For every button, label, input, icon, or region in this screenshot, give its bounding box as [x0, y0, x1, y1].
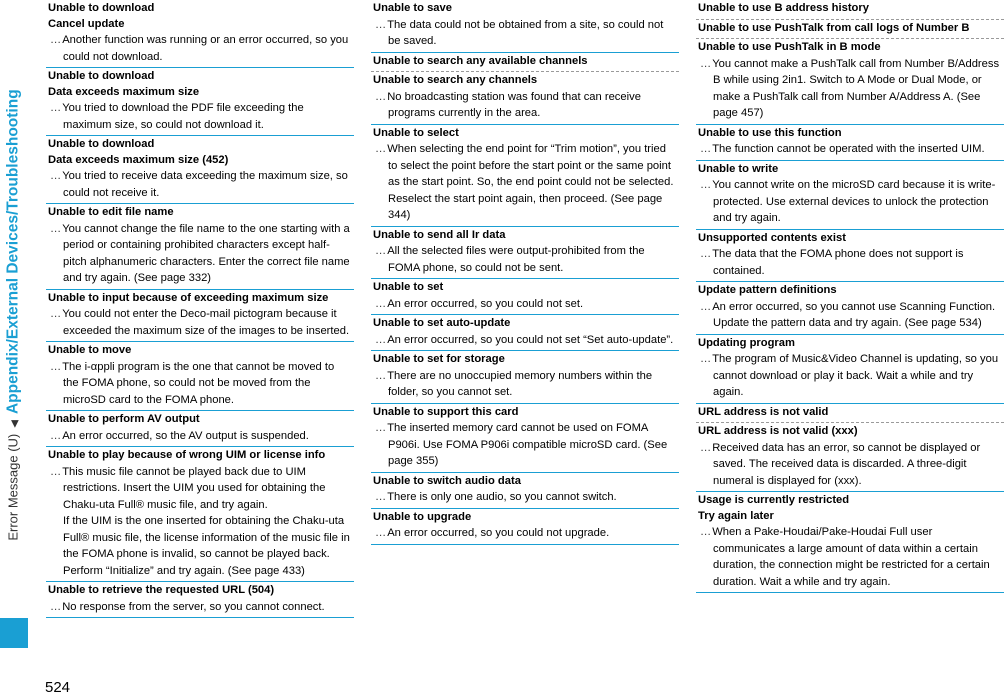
error-entry — [371, 405, 679, 473]
error-message-title: Unable to search any available channels — [373, 54, 588, 67]
ellipsis-icon: … — [50, 600, 61, 613]
error-message-title: Unable to set auto-update — [373, 317, 511, 329]
error-description — [373, 420, 677, 470]
error-description — [48, 359, 352, 409]
ellipsis-icon: … — [700, 179, 711, 191]
error-entry — [371, 54, 679, 73]
error-description — [48, 599, 352, 616]
ellipsis-icon: … — [50, 222, 61, 235]
error-message-title: Unable to download — [48, 70, 155, 82]
error-entry — [46, 448, 354, 582]
ellipsis-icon: … — [700, 248, 711, 260]
description-text: You tried to receive data exceeding the maximum size, so could not receive it. — [62, 170, 348, 199]
ellipsis-icon: … — [50, 465, 61, 478]
description-text: If the UIM is the one inserted for obtaining the Chaku-uta Full® music file, the license information of the music file in the FOMA phone is invalid, so cannot be played back. Perform “Initialize” and try again. (See page 433) — [63, 515, 350, 577]
description-text: All the selected files were output-prohibited from the FOMA phone, so could not be sent. — [387, 245, 645, 274]
ellipsis-icon: … — [375, 297, 386, 310]
error-message-title: Data exceeds maximum size — [48, 85, 200, 98]
error-entry — [696, 162, 1004, 230]
ellipsis-icon: … — [375, 143, 386, 155]
error-description — [373, 141, 677, 224]
section-subtitle: Error Message (U) — [6, 433, 21, 541]
description-text: The program of Music&Video Channel is updating, so you cannot download or play it back. Wait a while and try again. — [712, 353, 999, 398]
error-message-title: Try again later — [698, 509, 774, 522]
column-2 — [371, 0, 679, 545]
error-entry — [46, 205, 354, 290]
section-title: Appendix/External Devices/Troubleshooting — [5, 89, 22, 415]
error-description — [698, 141, 1002, 158]
ellipsis-icon: … — [50, 34, 61, 46]
ellipsis-icon: … — [50, 170, 61, 182]
error-description — [698, 56, 1002, 122]
ellipsis-icon: … — [700, 353, 711, 365]
description-text: You cannot write on the microSD card because it is write-protected. Use external devices to unlock the protection and try again. — [712, 179, 996, 224]
ellipsis-icon: … — [375, 422, 386, 434]
error-message-title: Usage is currently restricted — [698, 494, 850, 506]
error-entry — [46, 343, 354, 411]
ellipsis-icon: … — [700, 526, 711, 538]
ellipsis-icon: … — [50, 429, 61, 442]
ellipsis-icon: … — [375, 527, 386, 539]
error-message-title: Unable to select — [373, 126, 459, 139]
error-description — [373, 525, 677, 542]
error-description — [373, 243, 677, 276]
description-text: This music file cannot be played back due to UIM restrictions. Insert the UIM you used for obtaining the Chaku-uta Full® music file, and try again. — [62, 465, 326, 511]
error-description — [698, 246, 1002, 279]
error-description — [48, 428, 352, 445]
ellipsis-icon: … — [375, 491, 386, 503]
error-description — [48, 100, 352, 133]
ellipsis-icon: … — [50, 102, 61, 114]
description-text: You cannot change the file name to the one starting with a period or containing prohibited characters except half-pitch alphanumeric characters. Enter the correct file name and try again. (See page 332) — [62, 222, 350, 284]
error-message-title: Unable to write — [698, 162, 779, 175]
error-description — [698, 524, 1002, 590]
error-description — [48, 221, 352, 287]
error-description — [698, 177, 1002, 227]
description-text: Another function was running or an error occurred, so you could not download. — [62, 34, 349, 63]
description-text: An error occurred, so the AV output is suspended. — [62, 429, 309, 442]
error-entry — [371, 352, 679, 404]
description-text: You tried to download the PDF file exceeding the maximum size, so could not download it. — [62, 102, 304, 131]
error-message-title: Unable to move — [48, 344, 132, 356]
description-text: The function cannot be operated with the inserted UIM. — [712, 143, 985, 155]
side-label — [0, 0, 28, 630]
error-entry — [696, 21, 1004, 40]
description-text: The i-αppli program is the one that cannot be moved to the FOMA phone, so could not be moved from the microSD card to the FOMA phone. — [62, 360, 335, 406]
error-entry — [46, 412, 354, 447]
error-description — [48, 464, 352, 514]
column-1 — [46, 0, 354, 618]
error-entry — [696, 405, 1004, 424]
description-text: When a Pake-Houdai/Pake-Houdai Full user communicates a large amount of data within a certain duration, the connection might be restricted for a certain duration. Wait a while and try again. — [712, 526, 990, 588]
error-entry — [46, 137, 354, 204]
description-text: The data could not be obtained from a site, so could not be saved. — [387, 18, 664, 47]
page-number: 524 — [45, 679, 71, 696]
ellipsis-icon: … — [375, 369, 386, 382]
error-message-title: Unable to download — [48, 138, 155, 150]
ellipsis-icon: … — [375, 90, 386, 103]
error-entry — [696, 336, 1004, 404]
error-entry — [46, 1, 354, 68]
error-message-title: Unable to upgrade — [373, 510, 472, 523]
error-entry — [696, 40, 1004, 125]
error-entry — [371, 280, 679, 315]
error-message-title: Unable to use B address history — [698, 2, 869, 14]
description-text: You could not enter the Deco-mail pictogram because it exceeded the maximum size of the images to be inserted. — [62, 308, 350, 337]
error-message-title: Update pattern definitions — [698, 284, 837, 296]
error-entry — [371, 73, 679, 125]
ellipsis-icon: … — [375, 18, 386, 31]
error-entry — [371, 510, 679, 545]
error-description — [373, 368, 677, 401]
error-entry — [371, 316, 679, 351]
error-message-title: URL address is not valid — [698, 405, 829, 418]
error-message-title: Unable to input because of exceeding maximum size — [48, 291, 329, 304]
error-description — [698, 351, 1002, 401]
error-entry — [46, 69, 354, 136]
description-text: When selecting the end point for “Trim motion”, you tried to select the point before the start point or the same point as the start point. So, the end point could not be selected. Reselect the start point again, then proceed. (See page 344) — [387, 143, 674, 221]
description-text: There is only one audio, so you cannot switch. — [387, 491, 617, 503]
error-message-title: Unable to download — [48, 2, 155, 14]
description-text: An error occurred, so you could not set. — [387, 297, 584, 310]
arrow-icon: ◀ — [10, 420, 21, 428]
error-description — [698, 440, 1002, 490]
error-description — [373, 489, 677, 506]
ellipsis-icon: … — [50, 308, 61, 320]
error-entry — [696, 424, 1004, 492]
error-entry — [46, 583, 354, 618]
error-entry — [696, 283, 1004, 335]
error-message-title: Unable to switch audio data — [373, 474, 521, 487]
error-message-title: Unable to play because of wrong UIM or license info — [48, 449, 326, 461]
error-description — [373, 332, 677, 349]
error-description — [48, 32, 352, 65]
error-message-title: Unable to use PushTalk in B mode — [698, 41, 881, 53]
ellipsis-icon: … — [50, 360, 61, 373]
error-message-title: Data exceeds maximum size (452) — [48, 153, 229, 166]
ellipsis-icon: … — [700, 300, 711, 313]
error-message-title: Cancel update — [48, 17, 125, 30]
error-message-title: Unable to set — [373, 281, 444, 293]
description-text: An error occurred, so you could not upgrade. — [387, 527, 610, 539]
description-text: The data that the FOMA phone does not support is contained. — [712, 248, 964, 277]
description-text: No broadcasting station was found that can receive programs currently in the area. — [387, 90, 641, 119]
ellipsis-icon: … — [375, 245, 386, 257]
error-description — [48, 306, 352, 339]
ellipsis-icon: … — [700, 441, 711, 454]
error-message-title: Unable to search any channels — [373, 74, 538, 86]
error-entry — [371, 474, 679, 509]
error-message-title: Unable to support this card — [373, 405, 519, 418]
error-description — [698, 299, 1002, 332]
ellipsis-icon: … — [700, 143, 711, 155]
error-message-title: Unable to send all Ir data — [373, 228, 506, 241]
error-entry — [371, 228, 679, 280]
error-entry — [46, 291, 354, 343]
error-message-title: Unable to perform AV output — [48, 413, 200, 425]
description-text: Received data has an error, so cannot be displayed or saved. The received data is discarded. A three-digit numeral is displayed for (xxx). — [712, 441, 981, 487]
description-text: An error occurred, so you cannot use Scanning Function. Update the pattern data and try again. (See page 534) — [712, 300, 996, 329]
ellipsis-icon: … — [375, 333, 386, 346]
error-message-title: Unsupported contents exist — [698, 231, 846, 244]
error-message-title: Unable to use PushTalk from call logs of Number B — [698, 21, 970, 34]
error-message-title: Unable to retrieve the requested URL (504) — [48, 584, 275, 596]
description-text: The inserted memory card cannot be used on FOMA P906i. Use FOMA P906i compatible microSD card. (See page 355) — [387, 422, 668, 467]
error-message-title: Unable to set for storage — [373, 353, 505, 365]
error-description — [373, 296, 677, 313]
error-message-title: URL address is not valid (xxx) — [698, 425, 858, 437]
error-message-title: Updating program — [698, 336, 795, 349]
ellipsis-icon: … — [700, 57, 711, 70]
description-text: An error occurred, so you could not set “Set auto-update”. — [387, 333, 674, 346]
description-text: You cannot make a PushTalk call from Number B/Address B while using 2in1. Switch to A Mode or Dual Mode, or make a PushTalk call from Number A/Address A. (See page 457) — [712, 57, 1000, 119]
section-tab-marker — [0, 618, 28, 648]
column-3 — [696, 0, 1004, 593]
error-description — [48, 168, 352, 201]
error-entry — [696, 1, 1004, 20]
description-text: No response from the server, so you cannot connect. — [62, 600, 325, 613]
error-entry — [371, 126, 679, 227]
description-text: There are no unoccupied memory numbers within the folder, so you cannot set. — [387, 369, 653, 398]
error-description — [48, 513, 352, 579]
error-description — [373, 17, 677, 50]
error-message-title: Unable to use this function — [698, 126, 842, 139]
sidebar — [0, 0, 28, 697]
error-entry — [696, 231, 1004, 283]
error-entry — [696, 493, 1004, 593]
error-entry — [696, 126, 1004, 161]
error-message-title: Unable to edit file name — [48, 206, 174, 218]
error-message-title: Unable to save — [373, 2, 452, 14]
error-entry — [371, 1, 679, 53]
error-description — [373, 89, 677, 122]
